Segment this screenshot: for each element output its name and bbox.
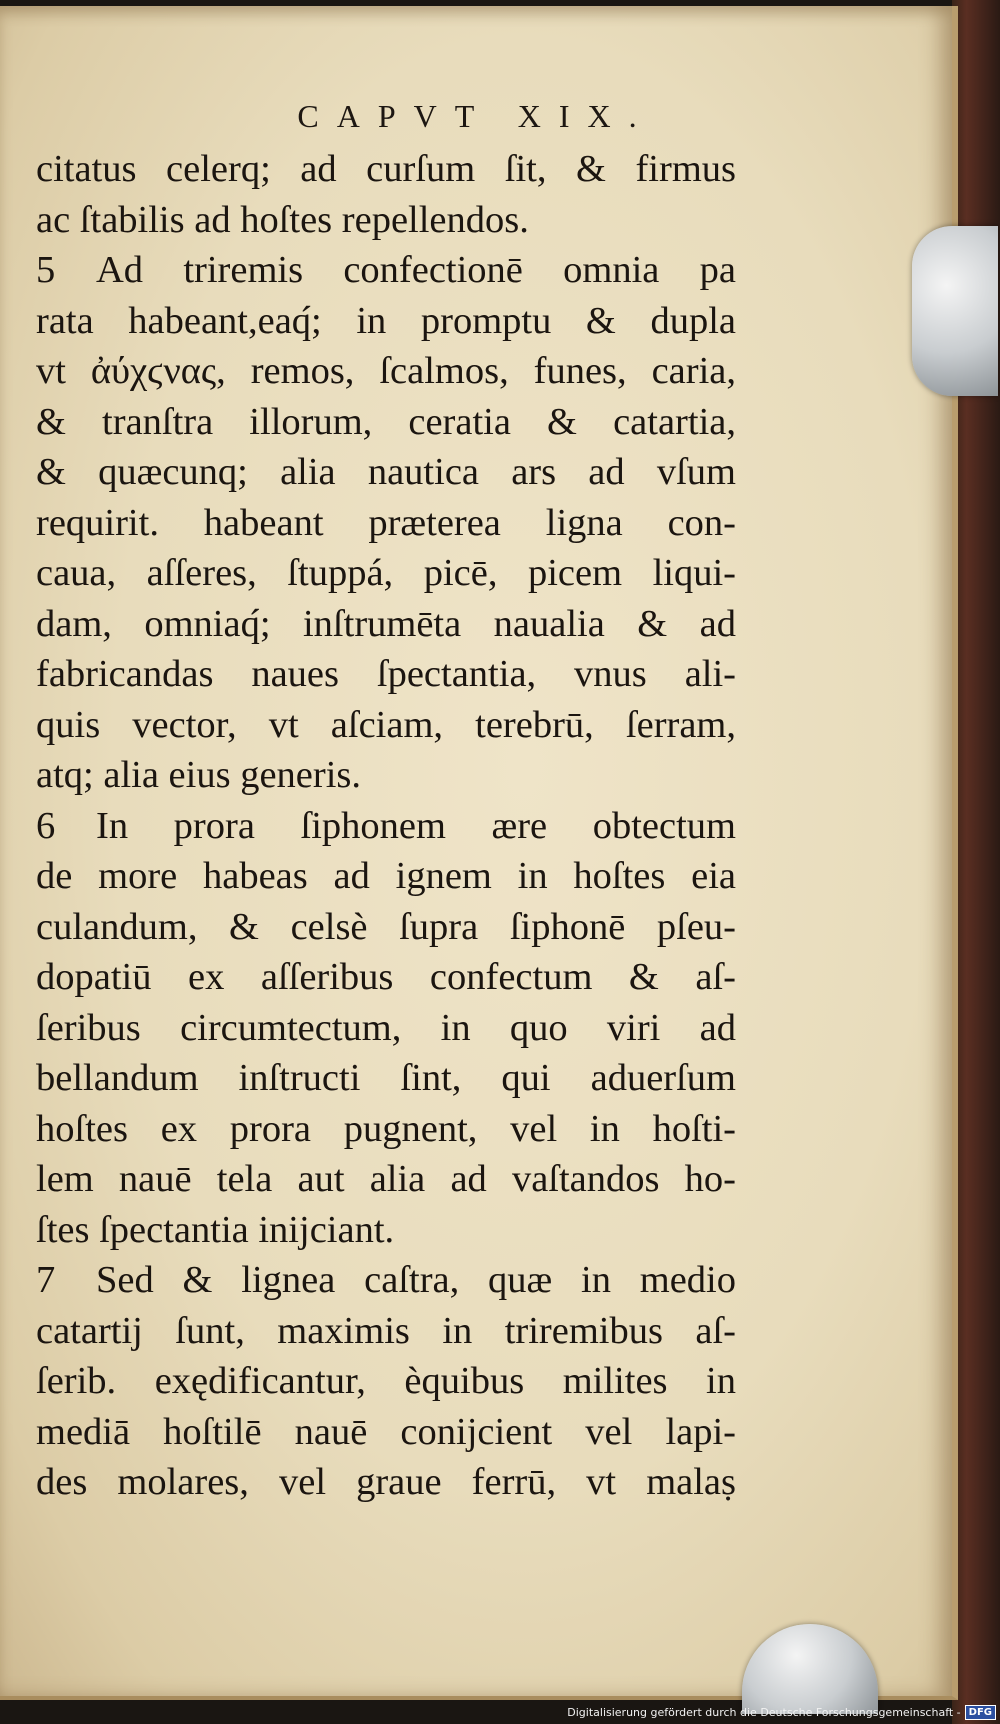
line-text: & tranſtra illorum, ceratia & catartia, <box>36 400 736 443</box>
text-line <box>36 851 736 902</box>
line-text: ſtes ſpectantia inijciant. <box>36 1208 395 1251</box>
line-text: citatus celerq; ad curſum ſit, & firmus <box>36 148 736 190</box>
text-line <box>36 801 736 852</box>
digitization-footer <box>567 1705 996 1720</box>
text-line <box>36 397 736 448</box>
line-text: fabricandas naues ſpectantia, vnus ali- <box>36 653 736 695</box>
footer-credit: Digitalisierung gefördert durch die Deutsche Forschungsgemeinschaft - <box>567 1706 961 1719</box>
line-text: lem nauē tela aut alia ad vaſtandos ho- <box>36 1158 736 1200</box>
line-text: des molares, vel graue ferrū, vt malaṣ <box>36 1461 736 1503</box>
line-text: Ad triremis confectionē omnia pa <box>96 249 736 291</box>
text-line <box>36 548 736 599</box>
line-text: caua, aſſeres, ſtuppá, picē, picem liqui- <box>36 552 736 594</box>
line-text: rata habeant,eaq́; in promptu & dupla <box>36 299 736 342</box>
line-text: vt ἀύχϛνας, remos, ſcalmos, funes, caria, <box>36 350 736 392</box>
text-line <box>36 1457 736 1508</box>
text-line <box>36 1053 736 1104</box>
text-line <box>36 447 736 498</box>
running-header: CAPVT XIX. <box>297 98 655 134</box>
page-clip-right <box>912 226 998 396</box>
text-line <box>36 1154 736 1205</box>
text-line <box>36 296 736 347</box>
line-text: Sed & lignea caſtra, quæ in medio <box>96 1259 736 1301</box>
text-line <box>36 346 736 397</box>
text-line <box>36 1306 736 1357</box>
line-text: mediā hoſtilē nauē conijcient vel lapi- <box>36 1410 736 1453</box>
line-text: In prora ſiphonem ære obtectum <box>96 804 736 847</box>
text-line <box>36 952 736 1003</box>
page-text-block <box>36 144 736 1508</box>
line-text: dam, omniaq́; inſtrumēta naualia & ad <box>36 602 736 645</box>
dfg-logo: DFG <box>965 1705 996 1720</box>
text-line <box>36 649 736 700</box>
text-line <box>36 144 736 195</box>
line-text: catartij ſunt, maximis in triremibus aſ- <box>36 1309 736 1352</box>
text-line <box>36 599 736 650</box>
paragraph-number: 5 <box>36 249 56 291</box>
line-text: hoſtes ex prora pugnent, vel in hoſti- <box>36 1107 736 1150</box>
line-text: culandum, & celsè ſupra ſiphonē pſeu- <box>36 905 736 948</box>
line-text: de more habeas ad ignem in hoſtes eia <box>36 855 736 897</box>
line-text: bellandum inſtructi ſint, qui aduerſum <box>36 1057 736 1099</box>
text-line <box>36 1255 736 1306</box>
text-line <box>36 1003 736 1054</box>
line-text: ac ſtabilis ad hoſtes repellendos. <box>36 198 529 241</box>
text-line <box>36 1205 736 1256</box>
paragraph-number: 7 <box>36 1259 56 1301</box>
text-line <box>36 902 736 953</box>
text-line <box>36 750 736 801</box>
line-text: & quæcunq; alia nautica ars ad vſum <box>36 451 736 493</box>
text-line <box>36 498 736 549</box>
line-text: atq; alia eius generis. <box>36 754 361 796</box>
line-text: dopatiū ex aſſeribus confectum & aſ- <box>36 956 736 998</box>
line-text: quis vector, vt aſciam, terebrū, ſerram, <box>36 703 736 746</box>
text-line <box>36 245 736 296</box>
line-text: requirit. habeant præterea ligna con- <box>36 501 736 544</box>
line-text: ſerib. exędificantur, èquibus milites in <box>36 1360 736 1402</box>
book-page <box>0 6 958 1700</box>
text-line <box>36 1407 736 1458</box>
text-line <box>36 1104 736 1155</box>
paragraph-number: 6 <box>36 804 56 847</box>
line-text: ſeribus circumtectum, in quo viri ad <box>36 1006 736 1049</box>
text-line <box>36 700 736 751</box>
text-line <box>36 195 736 246</box>
text-line <box>36 1356 736 1407</box>
